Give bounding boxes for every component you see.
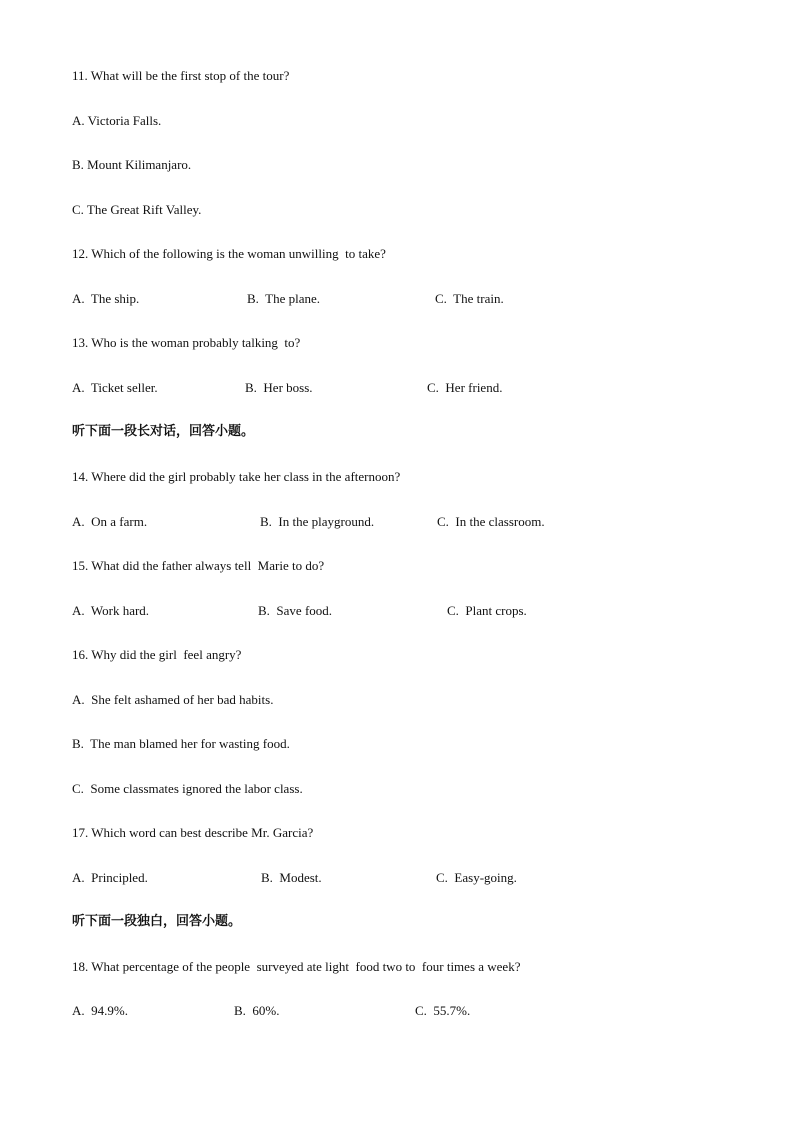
question-15-option-a: A. Work hard. bbox=[72, 603, 150, 618]
question-18-option-a: A. 94.9%. bbox=[72, 1003, 128, 1018]
question-14-option-b: B. In the playground. bbox=[260, 514, 375, 529]
section-heading-monologue: 听下面一段独白，回答小题。 bbox=[72, 914, 242, 929]
question-14-option-c: C. In the classroom. bbox=[437, 514, 545, 529]
question-12-option-b: B. The plane. bbox=[247, 291, 321, 306]
question-16-stem: 16. Why did the girl feel angry? bbox=[72, 647, 242, 662]
question-17-stem: 17. Which word can best describe Mr. Garcia? bbox=[72, 825, 314, 840]
question-16-option-a: A. She felt ashamed of her bad habits. bbox=[72, 692, 274, 707]
question-15-option-b: B. Save food. bbox=[258, 603, 333, 618]
question-17-option-b: B. Modest. bbox=[261, 870, 322, 885]
question-14-stem: 14. Where did the girl probably take her class in the afternoon? bbox=[72, 469, 401, 484]
question-13-option-a: A. Ticket seller. bbox=[72, 380, 158, 395]
question-17-option-c: C. Easy-going. bbox=[436, 870, 517, 885]
question-16-option-b: B. The man blamed her for wasting food. bbox=[72, 736, 290, 751]
question-15-stem: 15. What did the father always tell Marie to do? bbox=[72, 558, 325, 573]
question-11-option-a: A. Victoria Falls. bbox=[72, 113, 162, 128]
question-18-option-b: B. 60%. bbox=[234, 1003, 280, 1018]
question-11-option-b: B. Mount Kilimanjaro. bbox=[72, 157, 192, 172]
question-12-option-a: A. The ship. bbox=[72, 291, 140, 306]
question-13-option-b: B. Her boss. bbox=[245, 380, 313, 395]
question-17-option-a: A. Principled. bbox=[72, 870, 148, 885]
question-13-option-c: C. Her friend. bbox=[427, 380, 503, 395]
question-11-stem: 11. What will be the first stop of the tour? bbox=[72, 68, 290, 83]
question-15-option-c: C. Plant crops. bbox=[447, 603, 527, 618]
question-14-option-a: A. On a farm. bbox=[72, 514, 148, 529]
question-12-stem: 12. Which of the following is the woman unwilling to take? bbox=[72, 246, 386, 261]
section-heading-long-dialogue: 听下面一段长对话，回答小题。 bbox=[72, 424, 255, 439]
question-12-option-c: C. The train. bbox=[435, 291, 504, 306]
question-13-stem: 13. Who is the woman probably talking to? bbox=[72, 335, 301, 350]
question-18-option-c: C. 55.7%. bbox=[415, 1003, 471, 1018]
question-18-stem: 18. What percentage of the people surveyed ate light food two to four times a week? bbox=[72, 959, 521, 974]
question-11-option-c: C. The Great Rift Valley. bbox=[72, 202, 202, 217]
question-16-option-c: C. Some classmates ignored the labor class. bbox=[72, 781, 303, 796]
